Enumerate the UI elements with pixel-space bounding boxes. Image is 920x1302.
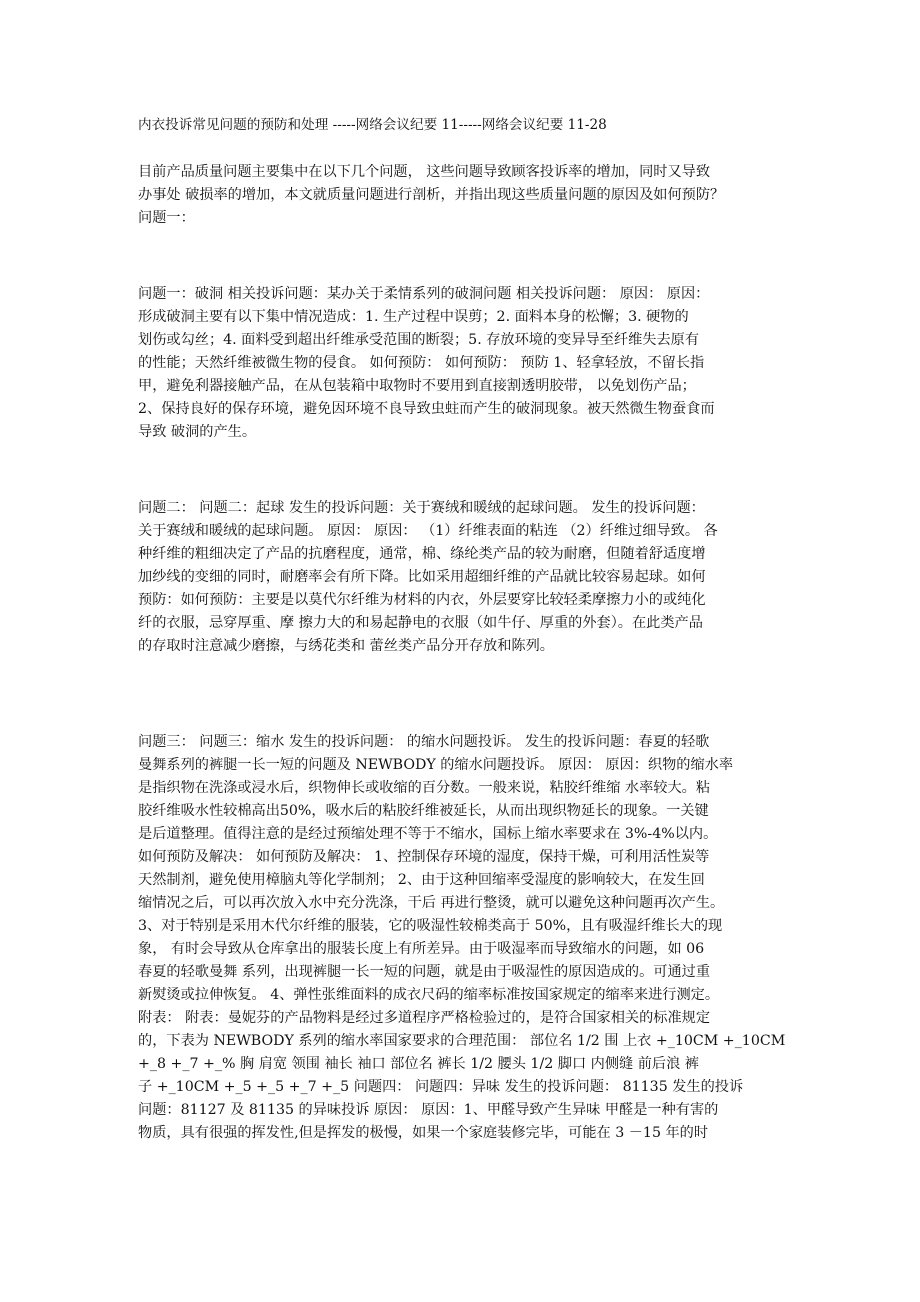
text-line: 加纱线的变细的同时，耐磨率会有所下降。比如采用超细纤维的产品就比较容易起球。如何: [138, 569, 706, 585]
text-line: 曼舞系列的裤腿一长一短的问题及 NEWBODY 的缩水问题投诉。 原因： 原因：织物的缩水率: [138, 757, 734, 773]
text-line: 象， 有时会导致从仓库拿出的服装长度上有所差异。由于吸湿率而导致缩水的问题，如 06: [138, 941, 705, 957]
text-line: 天然制剂，避免使用樟脑丸等化学制剂； 2、由于这种回缩率受湿度的影响较大，在发生回: [138, 872, 705, 888]
text-line: 问题一：: [138, 210, 195, 226]
text-line: 的性能；天然纤维被微生物的侵食。 如何预防： 如何预防： 预防 1、轻拿轻放，不留长指: [138, 355, 705, 371]
text-line: 新熨烫或拉伸恢复。 4、弹性张维面料的成衣尺码的缩率标准按国家规定的缩率来进行测定。: [138, 987, 720, 1003]
text-line: 是指织物在洗涤或浸水后，织物伸长或收缩的百分数。一般来说，粘胶纤维缩 水率较大。粘: [138, 780, 711, 796]
text-line: 是后道整理。值得注意的是经过预缩处理不等于不缩水，国标上缩水率要求在 3%-4%以内。: [138, 826, 718, 842]
text-line: 问题三： 问题三：缩水 发生的投诉问题： 的缩水问题投诉。 发生的投诉问题：春夏的轻歌: [138, 734, 710, 750]
document-page: [138, 0, 790, 1302]
text-line: 胶纤维吸水性较棉高出50%，吸水后的粘胶纤维被延长，从而出现织物延长的现象。一关键: [138, 803, 709, 819]
text-line: 划伤或勾丝；4. 面料受到超出纤维承受范围的断裂；5. 存放环境的变异导至纤维失去原有: [138, 332, 700, 348]
text-line: 子 +_10CM +_5 +_5 +_7 +_5 问题四： 问题四：异味 发生的投诉问题： 81135 发生的投诉: [138, 1079, 744, 1095]
text-line: 3、对于特别是采用木代尔纤维的服装，它的吸湿性较棉类高于 50%，且有吸湿纤维长大的现: [138, 918, 723, 934]
text-line: 春夏的轻歌曼舞 系列，出现裤腿一长一短的问题，就是由于吸湿性的原因造成的。可通过重: [138, 964, 711, 980]
text-line: 目前产品质量问题主要集中在以下几个问题， 这些问题导致顾客投诉率的增加，同时又导致: [138, 164, 711, 180]
text-line: 形成破洞主要有以下集中情况造成：1. 生产过程中误剪；2. 面料本身的松懈；3. 硬物的: [138, 309, 689, 325]
text-line: 物质，具有很强的挥发性,但是挥发的极慢，如果一个家庭装修完毕，可能在 3 －15 年的时: [138, 1125, 709, 1141]
text-line: 如何预防及解决： 如何预防及解决： 1、控制保存环境的湿度，保持干燥，可利用活性炭等: [138, 849, 710, 865]
text-line: 预防：如何预防：主要是以莫代尔纤维为材料的内衣，外层要穿比较轻柔摩擦力小的或纯化: [138, 592, 706, 608]
text-line: 导致 破洞的产生。: [138, 424, 257, 440]
text-line: 关于赛绒和暖绒的起球问题。 原因： 原因： （1）纤维表面的粘连 （2）纤维过细导致。 各: [138, 523, 718, 539]
text-line: 的存取时注意减少磨擦，与绣花类和 蕾丝类产品分开存放和陈列。: [138, 638, 554, 654]
text-line: +_8 +_7 +_% 胸 肩宽 领围 袖长 袖口 部位名 裤长 1/2 腰头 1/2 脚口 内侧缝 前后浪 裤: [138, 1056, 699, 1072]
text-line: 缩情况之后，可以再次放入水中充分洗涤，干后 再进行整烫，就可以避免这种问题再次产生。: [138, 895, 725, 911]
text-line: 问题二： 问题二：起球 发生的投诉问题：关于赛绒和暖绒的起球问题。 发生的投诉问题：: [138, 500, 705, 516]
document-title: 内衣投诉常见问题的预防和处理 -----网络会议纪要 11-----网络会议纪要 11-28: [138, 117, 607, 133]
text-line: 纤的衣服，忌穿厚重、摩 擦力大的和易起静电的衣服（如牛仔、厚重的外套）。在此类产品: [138, 615, 703, 631]
text-line: 问题一：破洞 相关投诉问题：某办关于柔情系列的破洞问题 相关投诉问题： 原因： 原因：: [138, 286, 710, 302]
text-line: 问题：81127 及 81135 的异味投诉 原因： 原因：1、甲醛导致产生异味 甲醛是一种有害的: [138, 1102, 719, 1118]
text-line: 2、保持良好的保存环境，避免因环境不良导致虫蛀而产生的破洞现象。被天然微生物蚕食而: [138, 401, 715, 417]
text-line: 甲，避免利器接触产品，在从包装箱中取物时不要用到直接割透明胶带， 以免划伤产品；: [138, 378, 696, 394]
text-line: 种纤维的粗细决定了产品的抗磨程度，通常，棉、绦纶类产品的较为耐磨，但随着舒适度增: [138, 546, 706, 562]
text-line: 的，下表为 NEWBODY 系列的缩水率国家要求的合理范围： 部位名 1/2 围 上衣 +_10CM +_10CM: [138, 1033, 786, 1049]
text-line: 附表： 附表：曼妮芬的产品物料是经过多道程序严格检验过的，是符合国家相关的标准规定: [138, 1010, 711, 1026]
text-line: 办事处 破损率的增加，本文就质量问题进行剖析，并指出现这些质量问题的原因及如何预防？: [138, 187, 725, 203]
